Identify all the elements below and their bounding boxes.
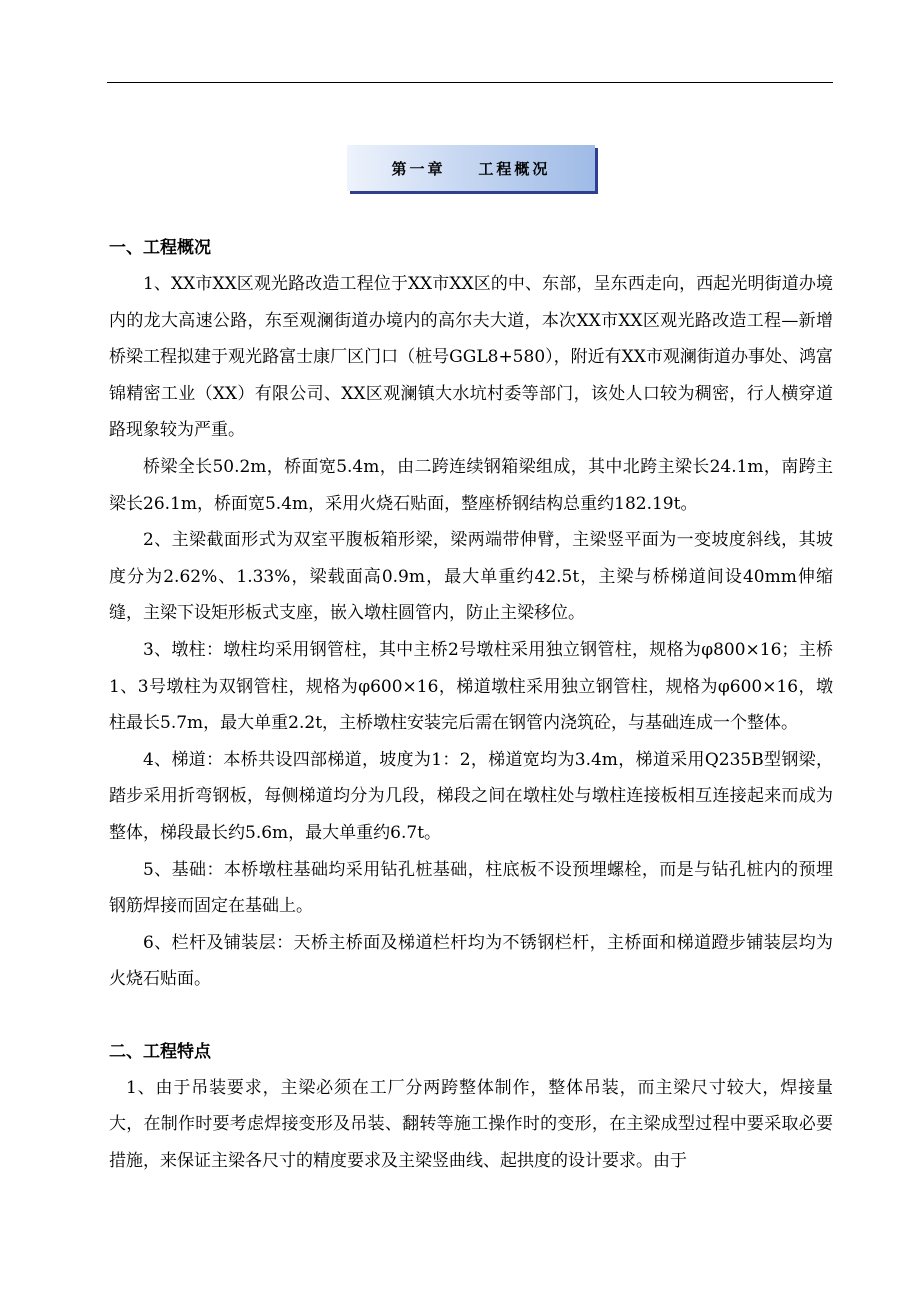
paragraph: 2、主梁截面形式为双室平腹板箱形梁，梁两端带伸臂，主梁竖平面为一变坡度斜线，其坡度分为2.62%、1.33%，梁载面高0.9m，最大单重约42.5t，主梁与桥梯道间设40mm伸缩缝，主梁下设矩形板式支座，嵌入墩柱圆管内，防止主梁移位。 — [109, 530, 833, 624]
paragraph: 6、栏杆及铺装层：天桥主桥面及梯道栏杆均为不锈钢栏杆，主桥面和梯道蹬步铺装层均为火烧石贴面。 — [109, 932, 833, 990]
document-body — [109, 230, 833, 1180]
chapter-title: 第一章 工程概况 — [347, 145, 595, 191]
section-heading-features: 二、工程特点 — [109, 1041, 211, 1062]
paragraph: 1、由于吊装要求，主梁必须在工厂分两跨整体制作，整体吊装，而主梁尺寸较大，焊接量大，在制作时要考虑焊接变形及吊装、翻转等施工操作时的变形，在主梁成型过程中要采取必要措施，来保证主梁各尺寸的精度要求及主梁竖曲线、起拱度的设计要求。由于 — [109, 1077, 833, 1172]
paragraph: 3、墩柱：墩柱均采用钢管柱，其中主桥2号墩柱采用独立钢管柱，规格为φ800×16；主桥1、3号墩柱为双钢管柱，规格为φ600×16，梯道墩柱采用独立钢管柱，规格为φ600×16，墩柱最长5.7m，最大单重2.2t，主桥墩柱安装完后需在钢管内浇筑砼，与基础连成一个整体。 — [109, 639, 833, 734]
header-rule — [107, 82, 833, 83]
paragraph: 桥梁全长50.2m，桥面宽5.4m，由二跨连续钢箱梁组成，其中北跨主梁长24.1m，南跨主梁长26.1m，桥面宽5.4m，采用火烧石贴面，整座桥钢结构总重约182.19t。 — [109, 456, 833, 514]
paragraph: 4、梯道：本桥共设四部梯道，坡度为1：2，梯道宽均为3.4m，梯道采用Q235B型钢梁，踏步采用折弯钢板，每侧梯道均分为几段，梯段之间在墩柱处与墩柱连接板相互连接起来而成为整体，梯段最长约5.6m，最大单重约6.7t。 — [109, 749, 833, 843]
section-heading-overview: 一、工程概况 — [109, 238, 211, 258]
paragraph: 5、基础：本桥墩柱基础均采用钻孔桩基础，柱底板不设预埋螺栓，而是与钻孔桩内的预埋钢筋焊接而固定在基础上。 — [109, 859, 833, 917]
paragraph: 1、XX市XX区观光路改造工程位于XX市XX区的中、东部，呈东西走向，西起光明街道办境内的龙大高速公路，东至观澜街道办境内的高尔夫大道，本次XX市XX区观光路改造工程—新增桥梁工程拟建于观光路富士康厂区门口（桩号GGL8+580），附近有XX市观澜街道办事处、鸿富锦精密工业（XX）有限公司、XX区观澜镇大水坑村委等部门，该处人口较为稠密，行人横穿道路现象较为严重。 — [109, 274, 833, 441]
